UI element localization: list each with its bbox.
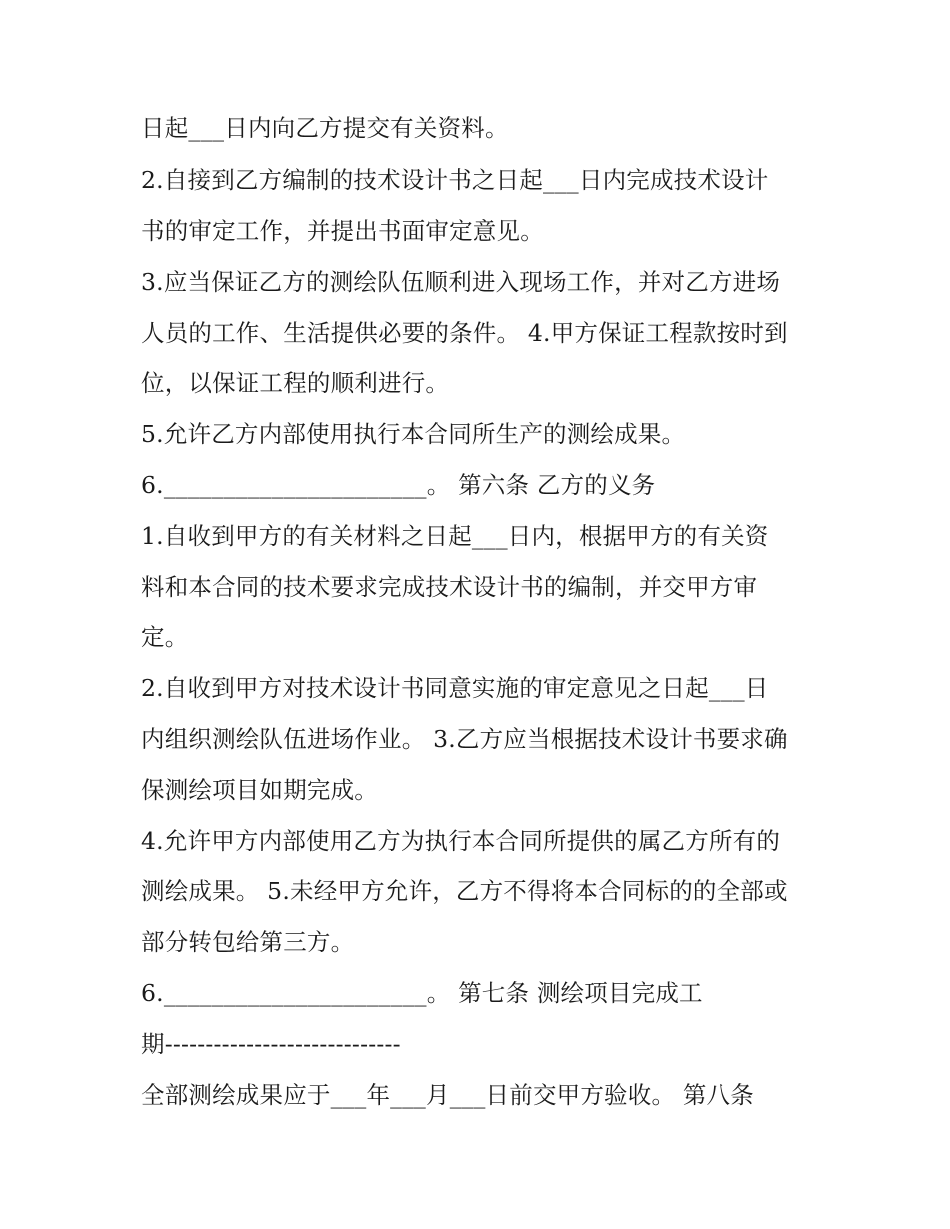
text-line-13: 内组织测绘队伍进场作业。 3.乙方应当根据技术设计书要求确	[141, 725, 788, 753]
text-line-2: 2.自接到乙方编制的技术设计书之日起___日内完成技术设计	[141, 166, 769, 194]
text-line-19: 期-----------------------------	[141, 1030, 401, 1058]
text-line-5: 人员的工作、生活提供必要的条件。 4.甲方保证工程款按时到	[141, 319, 788, 347]
text-line-11: 定。	[141, 623, 189, 651]
text-line-6: 位，以保证工程的顺利进行。	[141, 369, 450, 397]
text-line-7: 5.允许乙方内部使用执行本合同所生产的测绘成果。	[141, 420, 686, 448]
text-line-15: 4.允许甲方内部使用乙方为执行本合同所提供的属乙方所有的	[141, 827, 781, 855]
text-line-10: 料和本合同的技术要求完成技术设计书的编制，并交甲方审	[141, 573, 758, 601]
text-line-8: 6.______________________。 第六条 乙方的义务	[141, 471, 656, 499]
text-line-18: 6.______________________。 第七条 测绘项目完成工	[141, 979, 703, 1007]
text-line-20: 全部测绘成果应于___年___月___日前交甲方验收。 第八条	[141, 1081, 754, 1109]
text-line-1: 日起___日内向乙方提交有关资料。	[141, 114, 509, 142]
text-line-14: 保测绘项目如期完成。	[141, 776, 378, 804]
text-line-3: 书的审定工作，并提出书面审定意见。	[141, 217, 544, 245]
text-line-16: 测绘成果。 5.未经甲方允许，乙方不得将本合同标的的全部或	[141, 877, 788, 905]
text-line-12: 2.自收到甲方对技术设计书同意实施的审定意见之日起___日	[141, 674, 769, 702]
text-line-17: 部分转包给第三方。	[141, 928, 355, 956]
text-line-9: 1.自收到甲方的有关材料之日起___日内，根据甲方的有关资	[141, 522, 769, 550]
text-line-4: 3.应当保证乙方的测绘队伍顺利进入现场工作，并对乙方进场	[141, 268, 781, 296]
